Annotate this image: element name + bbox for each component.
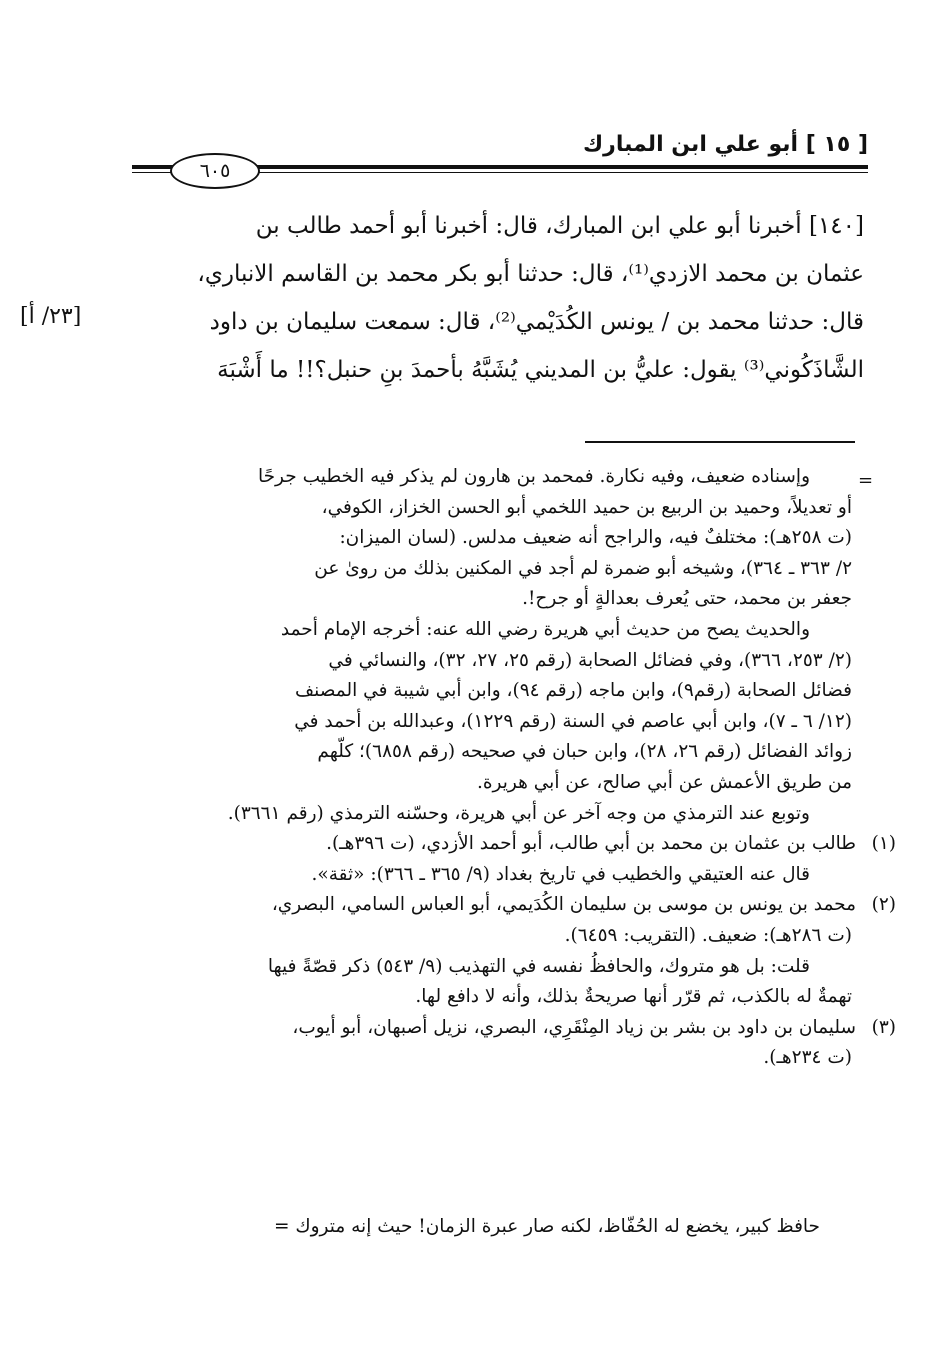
footnote-line: وإسناده ضعيف، وفيه نكارة. فمحمد بن هارون لم يذكر فيه الخطيب جرحًا: [257, 466, 810, 487]
footnote-number: (١): [871, 833, 896, 855]
footnote-line: قال عنه العتيقي والخطيب في تاريخ بغداد (٩/ ٣٦٥ ـ ٣٦٦): «ثقة».: [311, 863, 810, 885]
page-number: ٦٠٥: [170, 153, 260, 189]
main-text: [132, 202, 864, 394]
footnote-line: فضائل الصحابة (رقم٩)، وابن ماجه (رقم ٩٤)، وابن أبي شيبة في المصنف: [295, 680, 852, 702]
footnote-line: سليمان بن داود بن بشر بن زياد المِنْقَرِي، البصري، نزيل أصبهان، أبو أيوب،: [292, 1016, 856, 1038]
footnote-3: [132, 1013, 896, 1044]
main-line: [١٤٠] أخبرنا أبو علي ابن المبارك، قال: أخبرنا أبو أحمد طالب بن: [255, 213, 864, 239]
footnote-line: (١٢/ ٦ ـ ٧)، وابن أبي عاصم في السنة (رقم ١٢٢٩)، وعبدالله بن أحمد في: [294, 710, 852, 732]
footnote-line: ٢/ ٣٦٣ ـ ٣٦٤)، وشيخه أبو ضمرة لم أجد في المكنين بذلك من روىٰ عن: [314, 557, 852, 579]
footnote-line: (ت ٢٣٤هـ).: [763, 1047, 852, 1069]
continuation-mark: =: [858, 470, 874, 491]
footnote-2: [132, 890, 896, 921]
footnote-1: [132, 829, 896, 860]
margin-folio-reference: [٢٣/ أ]: [20, 304, 82, 329]
running-head: [ ١٥ ] أبو علي ابن المبارك: [582, 132, 868, 157]
footnote-line: أو تعديلاً، وحميد بن الربيع بن حميد اللخمي أبو الحسن الخزاز، الكوفي،: [321, 496, 852, 518]
footnote-line: (ت ٢٥٨هـ): مختلفٌ فيه، والراجح أنه ضعيف مدلس. (لسان الميزان:: [339, 527, 852, 549]
footnotes: [132, 462, 896, 1074]
footnote-line: والحديث يصح من حديث أبي هريرة رضي الله عنه: أخرجه الإمام أحمد: [280, 618, 810, 640]
footnote-line: طالب بن عثمان بن محمد بن أبي طالب، أبو أحمد الأزدي، (ت ٣٩٦هـ).: [326, 833, 856, 855]
main-line: عثمان بن محمد الازدي⁽¹⁾، قال: حدثنا أبو بكر محمد بن القاسم الانباري،: [197, 261, 864, 287]
footnote-line: من طريق الأعمش عن أبي صالح، عن أبي هريرة.: [476, 771, 852, 793]
main-line: قال: حدثنا محمد بن / يونس الكُدَيْمي⁽²⁾، قال: سمعت سليمان بن داود: [209, 309, 864, 335]
main-line: الشَّاذَكُوني⁽³⁾ يقول: عليُّ بن المديني يُشَبَّهُ بأحمدَ بنِ حنبل؟!! ما أَشْبَهَ: [217, 357, 864, 383]
footnote-line: وتوبع عند الترمذي من وجه آخر عن أبي هريرة، وحسّنه الترمذي (رقم ٣٦٦١).: [227, 802, 810, 824]
footnote-number: (٢): [871, 894, 896, 916]
footnote-line: محمد بن يونس بن موسى بن سليمان الكُدَيمي، أبو العباس السامي، البصري،: [271, 894, 856, 916]
footnote-line: زوائد الفضائل (رقم ٢٦، ٢٨)، وابن حبان في صحيحه (رقم ٦٨٥٨)؛ كلّهم: [317, 741, 852, 763]
footnote-number: (٣): [871, 1016, 896, 1038]
footnote-separator: [585, 441, 855, 443]
footnote-line: قلت: بل هو متروك، والحافظُ نفسه في التهذيب (٩/ ٥٤٣) ذكر قصّةً فيها: [267, 955, 810, 977]
footnote-line: تهمةٌ له بالكذب، ثم قرّر أنها صريحةٌ بذلك، وأنه لا دافع لها.: [415, 986, 852, 1008]
footnote-line: (٢/ ٢٥٣، ٣٦٦)، وفي فضائل الصحابة (رقم ٢٥، ٢٧، ٣٢)، والنسائي في: [328, 649, 852, 671]
footnote-line: جعفر بن محمد، حتى يُعرف بعدالةٍ أو جرح!.: [522, 588, 852, 610]
footnote-last-line: حافظ كبير، يخضع له الحُفّاظ، لكنه صار عبرة الزمان! حيث إنه متروك =: [273, 1216, 820, 1237]
footnote-line: (ت ٢٨٦هـ): ضعيف. (التقريب: ٦٤٥٩).: [564, 924, 852, 946]
